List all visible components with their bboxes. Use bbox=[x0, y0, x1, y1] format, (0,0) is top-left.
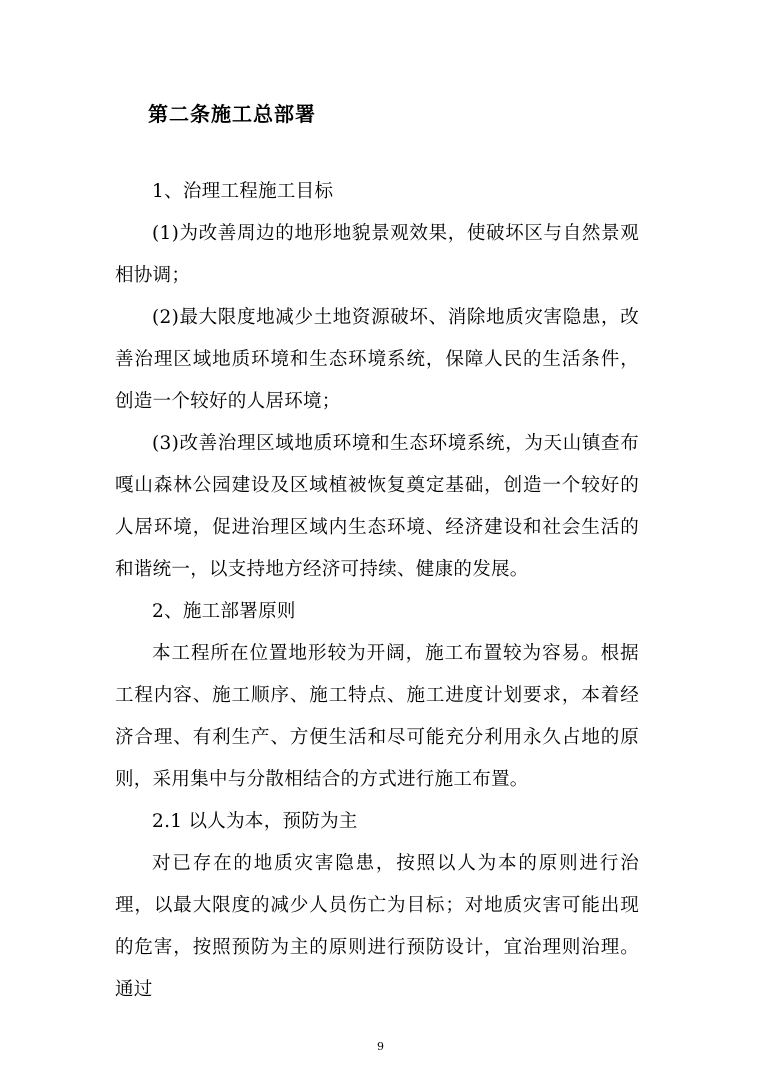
section-heading: 第二条施工总部署 bbox=[148, 102, 316, 126]
page-number: 9 bbox=[377, 1040, 384, 1053]
paragraph-goal-title: 1、治理工程施工目标 bbox=[152, 181, 334, 202]
paragraph-principle-title: 2、施工部署原则 bbox=[152, 601, 296, 622]
paragraph-goal-3: (3)改善治理区域地质环境和生态环境系统，为天山镇查布嘎山森林公园建设及区域植被恢复奠定基础，创造一个较好的人居环境，促进治理区域内生态环境、经济建设和社会生活的和谐统一，以支持地方经济可持续、健康的发展。 bbox=[115, 433, 639, 580]
paragraph-subsection-body: 对已存在的地质灾害隐患，按照以人为本的原则进行治理，以最大限度的减少人员伤亡为目标；对地质灾害可能出现的危害，按照预防为主的原则进行预防设计，宜治理则治理。通过 bbox=[115, 853, 639, 1000]
paragraph-goal-2: (2)最大限度地减少土地资源破坏、消除地质灾害隐患，改善治理区域地质环境和生态环境系统，保障人民的生活条件，创造一个较好的人居环境； bbox=[115, 307, 639, 412]
paragraph-principle-body: 本工程所在位置地形较为开阔，施工布置较为容易。根据工程内容、施工顺序、施工特点、施工进度计划要求，本着经济合理、有利生产、方便生活和尽可能充分利用永久占地的原则，采用集中与分散相结合的方式进行施工布置。 bbox=[115, 643, 639, 790]
paragraph-goal-1: (1)为改善周边的地形地貌景观效果，使破坏区与自然景观相协调； bbox=[115, 223, 639, 286]
paragraph-subsection-title: 2.1 以人为本，预防为主 bbox=[152, 811, 358, 832]
body-text bbox=[115, 171, 639, 1011]
